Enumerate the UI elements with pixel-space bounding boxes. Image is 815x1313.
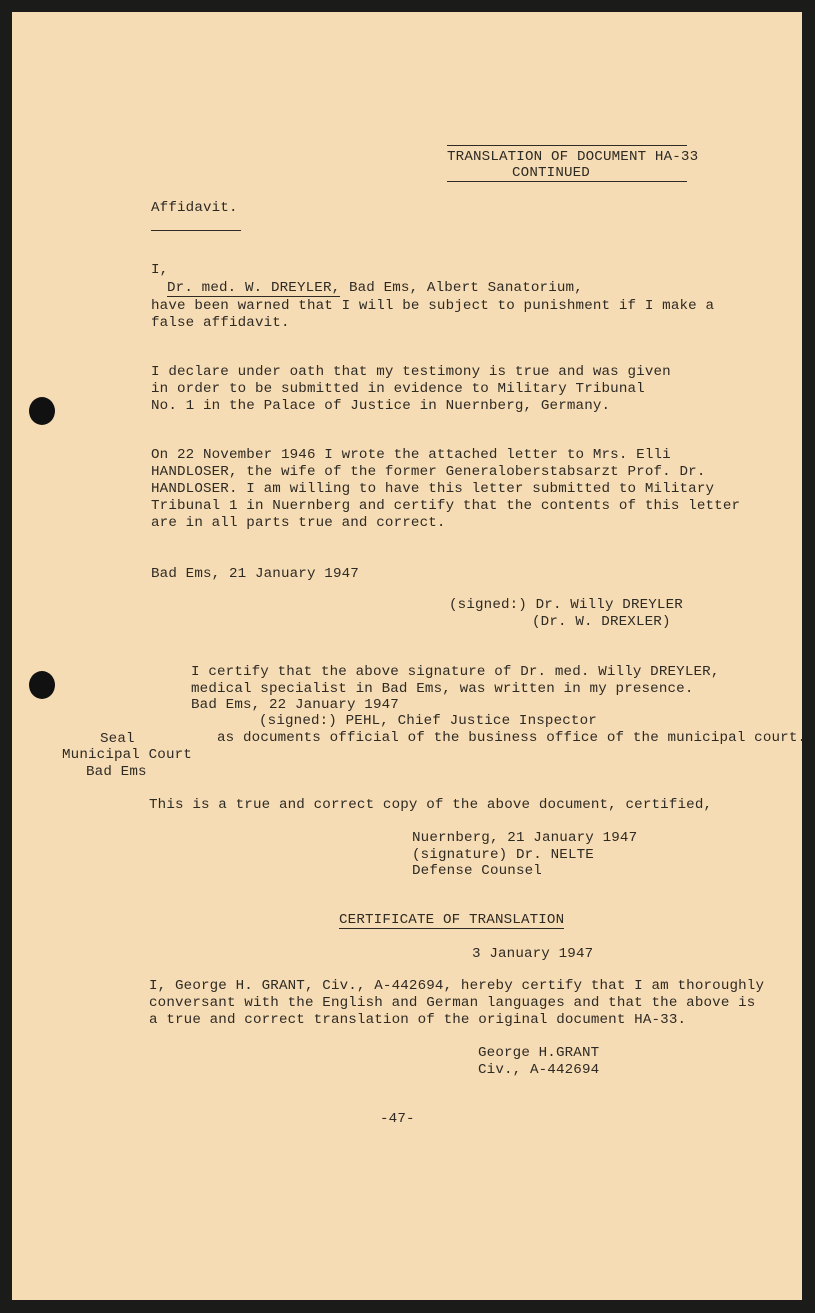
header-title: TRANSLATION OF DOCUMENT HA-33 bbox=[447, 149, 699, 165]
header-subtitle: CONTINUED bbox=[512, 165, 590, 181]
document-page bbox=[12, 12, 807, 1300]
affidavit-title-rule bbox=[151, 230, 241, 231]
page-number: -47- bbox=[380, 1111, 415, 1127]
intro-i: I, bbox=[151, 262, 169, 278]
deponent-name: Dr. med. W. DREYLER, bbox=[167, 280, 341, 296]
body-line-2: HANDLOSER, the wife of the former Generaloberstabsarzt Prof. Dr. bbox=[151, 464, 706, 480]
affidavit-title: Affidavit. bbox=[151, 200, 238, 216]
header-rule-top bbox=[447, 145, 687, 146]
translation-cert-line-2: conversant with the English and German languages and that the above is bbox=[149, 995, 756, 1011]
translation-cert-title bbox=[339, 912, 564, 929]
translation-cert-line-3: a true and correct translation of the original document HA-33. bbox=[149, 1012, 687, 1028]
intro-name-line bbox=[167, 280, 583, 297]
body-line-5: are in all parts true and correct. bbox=[151, 515, 446, 531]
counsel-line-2: (signature) Dr. NELTE bbox=[412, 847, 594, 863]
punch-hole-top bbox=[29, 397, 55, 425]
signature-line-2: (Dr. W. DREXLER) bbox=[532, 614, 671, 630]
translator-id: Civ., A-442694 bbox=[478, 1062, 600, 1078]
declaration-line-3: No. 1 in the Palace of Justice in Nuernberg, Germany. bbox=[151, 398, 611, 414]
intro-warning-line-2: false affidavit. bbox=[151, 315, 290, 331]
body-line-3: HANDLOSER. I am willing to have this letter submitted to Military bbox=[151, 481, 715, 497]
place-date: Bad Ems, 21 January 1947 bbox=[151, 566, 359, 582]
certification-line-4: (signed:) PEHL, Chief Justice Inspector bbox=[259, 713, 597, 729]
declaration-line-2: in order to be submitted in evidence to Military Tribunal bbox=[151, 381, 645, 397]
certification-line-5: as documents official of the business office of the municipal court. bbox=[217, 730, 807, 746]
header-rule-bottom bbox=[447, 181, 687, 182]
seal-place: Bad Ems bbox=[86, 764, 147, 780]
seal-label: Seal bbox=[100, 731, 135, 747]
certification-line-1: I certify that the above signature of Dr. med. Willy DREYLER, bbox=[191, 664, 720, 680]
translation-cert-date: 3 January 1947 bbox=[472, 946, 594, 962]
translation-cert-line-1: I, George H. GRANT, Civ., A-442694, hereby certify that I am thoroughly bbox=[149, 978, 765, 994]
counsel-line-3: Defense Counsel bbox=[412, 863, 542, 879]
punch-hole-bottom bbox=[29, 671, 55, 699]
seal-court: Municipal Court bbox=[62, 747, 192, 763]
intro-warning-line: have been warned that I will be subject to punishment if I make a bbox=[151, 298, 715, 314]
translation-cert-title-text: CERTIFICATE OF TRANSLATION bbox=[339, 912, 565, 928]
body-line-4: Tribunal 1 in Nuernberg and certify that the contents of this letter bbox=[151, 498, 741, 514]
counsel-line-1: Nuernberg, 21 January 1947 bbox=[412, 830, 638, 846]
translator-name: George H.GRANT bbox=[478, 1045, 600, 1061]
signature-line-1: (signed:) Dr. Willy DREYLER bbox=[449, 597, 683, 613]
body-line-1: On 22 November 1946 I wrote the attached letter to Mrs. Elli bbox=[151, 447, 671, 463]
certification-line-3: Bad Ems, 22 January 1947 bbox=[191, 697, 399, 713]
deponent-address: Bad Ems, Albert Sanatorium, bbox=[340, 280, 583, 296]
declaration-line-1: I declare under oath that my testimony is true and was given bbox=[151, 364, 671, 380]
copy-certification: This is a true and correct copy of the above document, certified, bbox=[149, 797, 713, 813]
certification-line-2: medical specialist in Bad Ems, was written in my presence. bbox=[191, 681, 694, 697]
